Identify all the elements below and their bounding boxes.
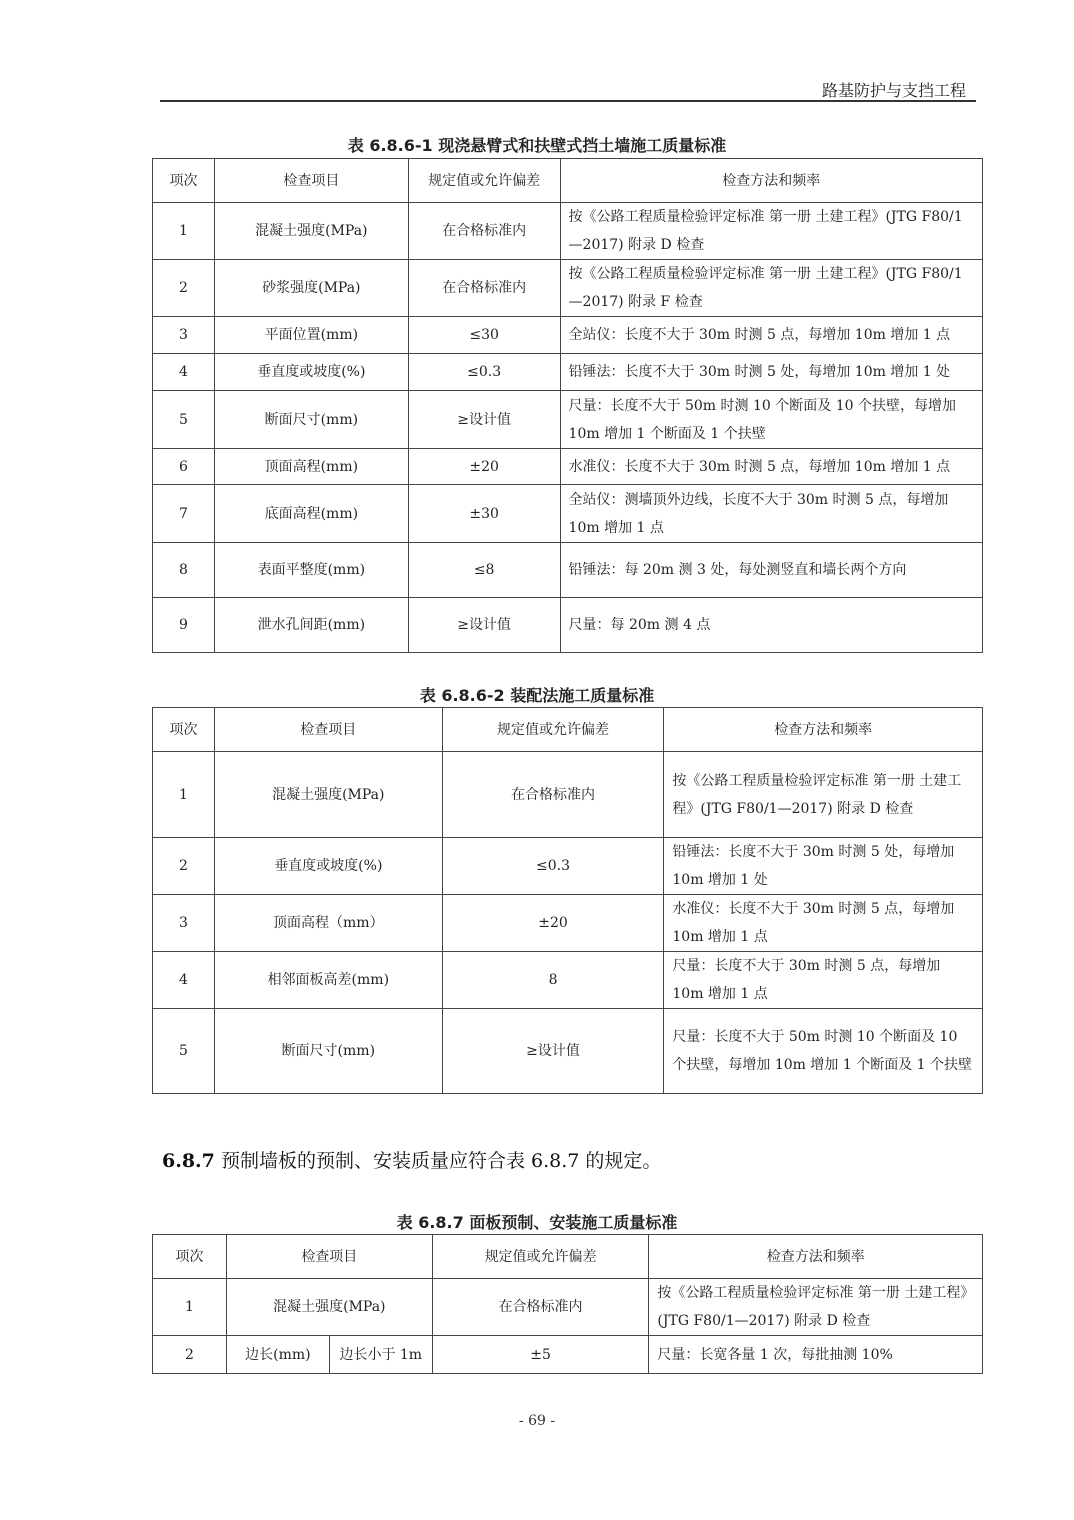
table-header-row [153, 159, 983, 203]
cell-no: 1 [153, 203, 215, 260]
table-row [153, 317, 983, 354]
table1 [152, 158, 983, 653]
cell-no: 1 [153, 752, 215, 838]
cell-no: 3 [153, 317, 215, 354]
page-number: - 69 - [518, 1413, 556, 1429]
cell-method: 铅锤法：长度不大于 30m 时测 5 处，每增加 10m 增加 1 处 [664, 838, 983, 895]
cell-item: 垂直度或坡度(%) [214, 354, 408, 391]
cell-no: 4 [153, 952, 215, 1009]
cell-no: 4 [153, 354, 215, 391]
running-header: 路基防护与支挡工程 [821, 81, 966, 100]
table-row [153, 543, 983, 598]
cell-item: 顶面高程（mm） [214, 895, 442, 952]
cell-method: 按《公路工程质量检验评定标准 第一册 土建工程》(JTG F80/1—2017) 附录 D 检查 [649, 1279, 983, 1336]
cell-item: 泄水孔间距(mm) [214, 598, 408, 653]
cell-value: ≥设计值 [408, 598, 560, 653]
section-text: 预制墙板的预制、安装质量应符合表 6.8.7 的规定。 [220, 1150, 662, 1172]
cell-item: 底面高程(mm) [214, 485, 408, 543]
table3-caption: 表 6.8.7 面板预制、安装施工质量标准 [396, 1213, 678, 1232]
header-value: 规定值或允许偏差 [442, 708, 664, 752]
cell-no: 2 [153, 260, 215, 317]
cell-method: 尺量：长度不大于 50m 时测 10 个断面及 10 个扶壁，每增加 10m 增加 1 个断面及 1 个扶壁 [664, 1009, 983, 1094]
cell-method: 按《公路工程质量检验评定标准 第一册 土建工程》(JTG F80/1—2017) 附录 D 检查 [664, 752, 983, 838]
table-row [153, 1279, 983, 1336]
section-paragraph [162, 1146, 661, 1173]
cell-method: 尺量：长宽各量 1 次，每批抽测 10% [649, 1336, 983, 1374]
table-row [153, 752, 983, 838]
cell-method: 全站仪：测墙顶外边线，长度不大于 30m 时测 5 点，每增加 10m 增加 1 点 [560, 485, 982, 543]
cell-no: 7 [153, 485, 215, 543]
cell-method: 尺量：每 20m 测 4 点 [560, 598, 982, 653]
cell-item: 垂直度或坡度(%) [214, 838, 442, 895]
header-value: 规定值或允许偏差 [432, 1235, 649, 1279]
cell-method: 全站仪：长度不大于 30m 时测 5 点，每增加 10m 增加 1 点 [560, 317, 982, 354]
cell-no: 9 [153, 598, 215, 653]
table-row [153, 203, 983, 260]
cell-method: 按《公路工程质量检验评定标准 第一册 土建工程》(JTG F80/1—2017) 附录 F 检查 [560, 260, 982, 317]
header-rule [160, 100, 976, 102]
cell-item: 相邻面板高差(mm) [214, 952, 442, 1009]
cell-no: 3 [153, 895, 215, 952]
cell-value: 在合格标准内 [442, 752, 664, 838]
cell-value: ≥设计值 [442, 1009, 664, 1094]
cell-item: 混凝土强度(MPa) [226, 1279, 432, 1336]
cell-no: 6 [153, 449, 215, 485]
header-no: 项次 [153, 708, 215, 752]
cell-value: 在合格标准内 [408, 260, 560, 317]
cell-no: 2 [153, 838, 215, 895]
cell-item: 砂浆强度(MPa) [214, 260, 408, 317]
cell-method: 水准仪：长度不大于 30m 时测 5 点，每增加 10m 增加 1 点 [560, 449, 982, 485]
header-item: 检查项目 [214, 159, 408, 203]
cell-item: 顶面高程(mm) [214, 449, 408, 485]
cell-method: 铅锤法：每 20m 测 3 处，每处测竖直和墙长两个方向 [560, 543, 982, 598]
table-row [153, 391, 983, 449]
cell-value: ±5 [432, 1336, 649, 1374]
cell-value: 在合格标准内 [408, 203, 560, 260]
table-header-row [153, 1235, 983, 1279]
table2-caption: 表 6.8.6-2 装配法施工质量标准 [419, 686, 655, 705]
cell-method: 铅锤法：长度不大于 30m 时测 5 处，每增加 10m 增加 1 处 [560, 354, 982, 391]
cell-item: 断面尺寸(mm) [214, 391, 408, 449]
cell-value: ±20 [408, 449, 560, 485]
cell-method: 按《公路工程质量检验评定标准 第一册 土建工程》(JTG F80/1—2017) 附录 D 检查 [560, 203, 982, 260]
header-no: 项次 [153, 159, 215, 203]
cell-value: ≥设计值 [408, 391, 560, 449]
header-item: 检查项目 [214, 708, 442, 752]
table-row [153, 354, 983, 391]
cell-value: ≤0.3 [408, 354, 560, 391]
cell-no: 2 [153, 1336, 227, 1374]
table-row [153, 449, 983, 485]
table-row [153, 598, 983, 653]
cell-no: 1 [153, 1279, 227, 1336]
table-header-row [153, 708, 983, 752]
table-row [153, 1009, 983, 1094]
header-item: 检查项目 [226, 1235, 432, 1279]
header-value: 规定值或允许偏差 [408, 159, 560, 203]
table-row [153, 1336, 983, 1374]
cell-method: 尺量：长度不大于 50m 时测 10 个断面及 10 个扶壁，每增加 10m 增加 1 个断面及 1 个扶壁 [560, 391, 982, 449]
cell-method: 水准仪：长度不大于 30m 时测 5 点，每增加 10m 增加 1 点 [664, 895, 983, 952]
header-method: 检查方法和频率 [664, 708, 983, 752]
cell-method: 尺量：长度不大于 30m 时测 5 点，每增加 10m 增加 1 点 [664, 952, 983, 1009]
cell-item: 混凝土强度(MPa) [214, 752, 442, 838]
header-no: 项次 [153, 1235, 227, 1279]
header-method: 检查方法和频率 [560, 159, 982, 203]
cell-no: 5 [153, 1009, 215, 1094]
cell-value: ≤0.3 [442, 838, 664, 895]
table-row [153, 485, 983, 543]
cell-no: 8 [153, 543, 215, 598]
cell-item: 边长(mm) [226, 1336, 329, 1374]
table-row [153, 952, 983, 1009]
cell-item: 断面尺寸(mm) [214, 1009, 442, 1094]
table3 [152, 1234, 983, 1374]
cell-value: ±20 [442, 895, 664, 952]
cell-subitem: 边长小于 1m [329, 1336, 432, 1374]
table1-caption: 表 6.8.6-1 现浇悬臂式和扶壁式挡土墙施工质量标准 [347, 136, 727, 155]
cell-no: 5 [153, 391, 215, 449]
table-row [153, 838, 983, 895]
cell-value: ≤30 [408, 317, 560, 354]
cell-value: 8 [442, 952, 664, 1009]
cell-item: 平面位置(mm) [214, 317, 408, 354]
cell-item: 混凝土强度(MPa) [214, 203, 408, 260]
cell-value: ≤8 [408, 543, 560, 598]
section-number: 6.8.7 [162, 1150, 215, 1172]
cell-item: 表面平整度(mm) [214, 543, 408, 598]
cell-value: ±30 [408, 485, 560, 543]
table2 [152, 707, 983, 1094]
table-row [153, 260, 983, 317]
header-method: 检查方法和频率 [649, 1235, 983, 1279]
cell-value: 在合格标准内 [432, 1279, 649, 1336]
table-row [153, 895, 983, 952]
